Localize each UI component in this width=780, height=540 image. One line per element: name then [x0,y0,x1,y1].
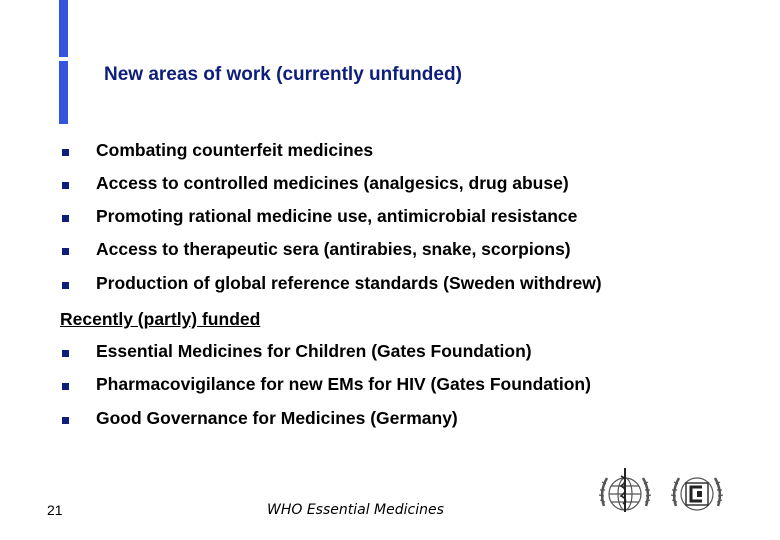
list-item-text: Access to controlled medicines (analgesics, drug abuse) [96,173,569,193]
square-bullet-icon [62,282,69,289]
who-emblem-icon [595,462,655,522]
square-bullet-icon [62,350,69,357]
accent-bar [59,0,68,57]
square-bullet-icon [62,182,69,189]
accent-line [59,61,68,124]
square-bullet-icon [62,149,69,156]
list-item-text: Essential Medicines for Children (Gates Foundation) [96,341,532,361]
section-heading: Recently (partly) funded [60,309,261,329]
slide-title: New areas of work (currently unfunded) [104,64,462,85]
list-item-text: Promoting rational medicine use, antimicrobial resistance [96,206,578,226]
square-bullet-icon [62,215,69,222]
who-edm-emblem-icon [667,462,727,522]
list-item-text: Access to therapeutic sera (antirabies, snake, scorpions) [96,239,571,259]
list-item-text: Good Governance for Medicines (Germany) [96,408,458,428]
square-bullet-icon [62,383,69,390]
page-number: 21 [47,502,63,518]
square-bullet-icon [62,417,69,424]
list-item-text: Production of global reference standards (Sweden withdrew) [96,273,602,293]
list-item-text: Combating counterfeit medicines [96,140,374,160]
list-item-text: Pharmacovigilance for new EMs for HIV (Gates Foundation) [96,374,591,394]
footer-text: WHO Essential Medicines [267,502,444,518]
square-bullet-icon [62,248,69,255]
